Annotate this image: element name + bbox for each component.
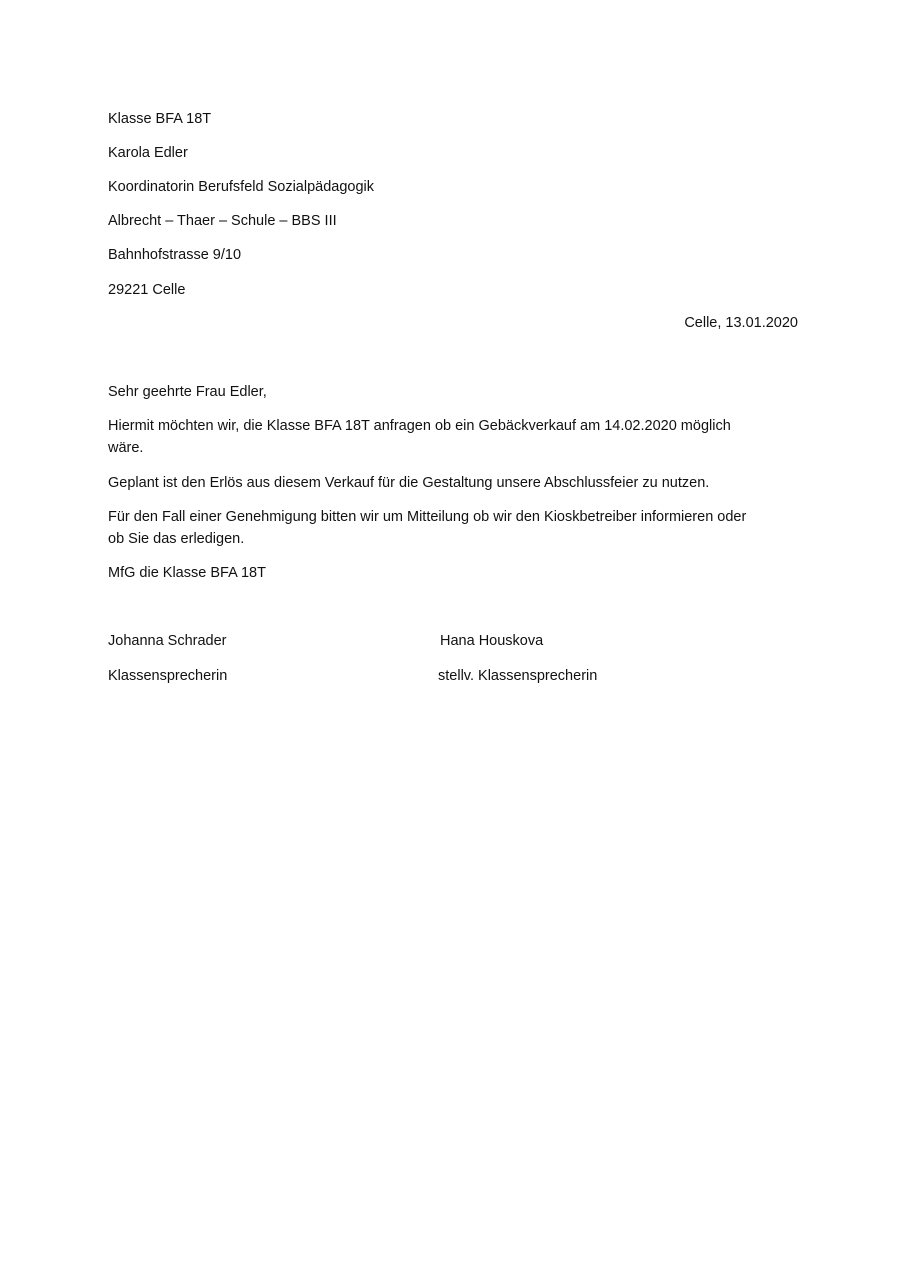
closing: MfG die Klasse BFA 18T bbox=[108, 565, 266, 581]
body-paragraph-2: Geplant ist den Erlös aus diesem Verkauf für die Gestaltung unsere Abschlussfeier zu nutzen. bbox=[108, 475, 710, 491]
signature-left-role: Klassensprecherin bbox=[108, 668, 228, 684]
address-line-school: Albrecht – Thaer – Schule – BBS III bbox=[108, 213, 337, 229]
body-paragraph-1-line-1: Hiermit möchten wir, die Klasse BFA 18T anfragen ob ein Gebäckverkauf am 14.02.2020 möglich bbox=[108, 418, 731, 434]
salutation: Sehr geehrte Frau Edler, bbox=[108, 384, 267, 400]
address-line-class: Klasse BFA 18T bbox=[108, 111, 212, 127]
body-paragraph-3 bbox=[108, 506, 808, 550]
signature-right-name: Hana Houskova bbox=[440, 633, 544, 649]
body-paragraph-1 bbox=[108, 415, 808, 459]
body-paragraph-1-line-2: wäre. bbox=[108, 440, 144, 456]
signature-left-name: Johanna Schrader bbox=[108, 633, 227, 649]
address-line-city: 29221 Celle bbox=[108, 282, 186, 298]
letter-date: Celle, 13.01.2020 bbox=[684, 315, 798, 331]
address-line-street: Bahnhofstrasse 9/10 bbox=[108, 247, 242, 263]
body-paragraph-3-line-1: Für den Fall einer Genehmigung bitten wir um Mitteilung ob wir den Kioskbetreiber informieren oder bbox=[108, 509, 747, 525]
address-line-title: Koordinatorin Berufsfeld Sozialpädagogik bbox=[108, 179, 375, 195]
signature-right-role: stellv. Klassensprecherin bbox=[438, 668, 598, 684]
body-paragraph-3-line-2: ob Sie das erledigen. bbox=[108, 531, 245, 547]
address-line-recipient: Karola Edler bbox=[108, 145, 188, 161]
